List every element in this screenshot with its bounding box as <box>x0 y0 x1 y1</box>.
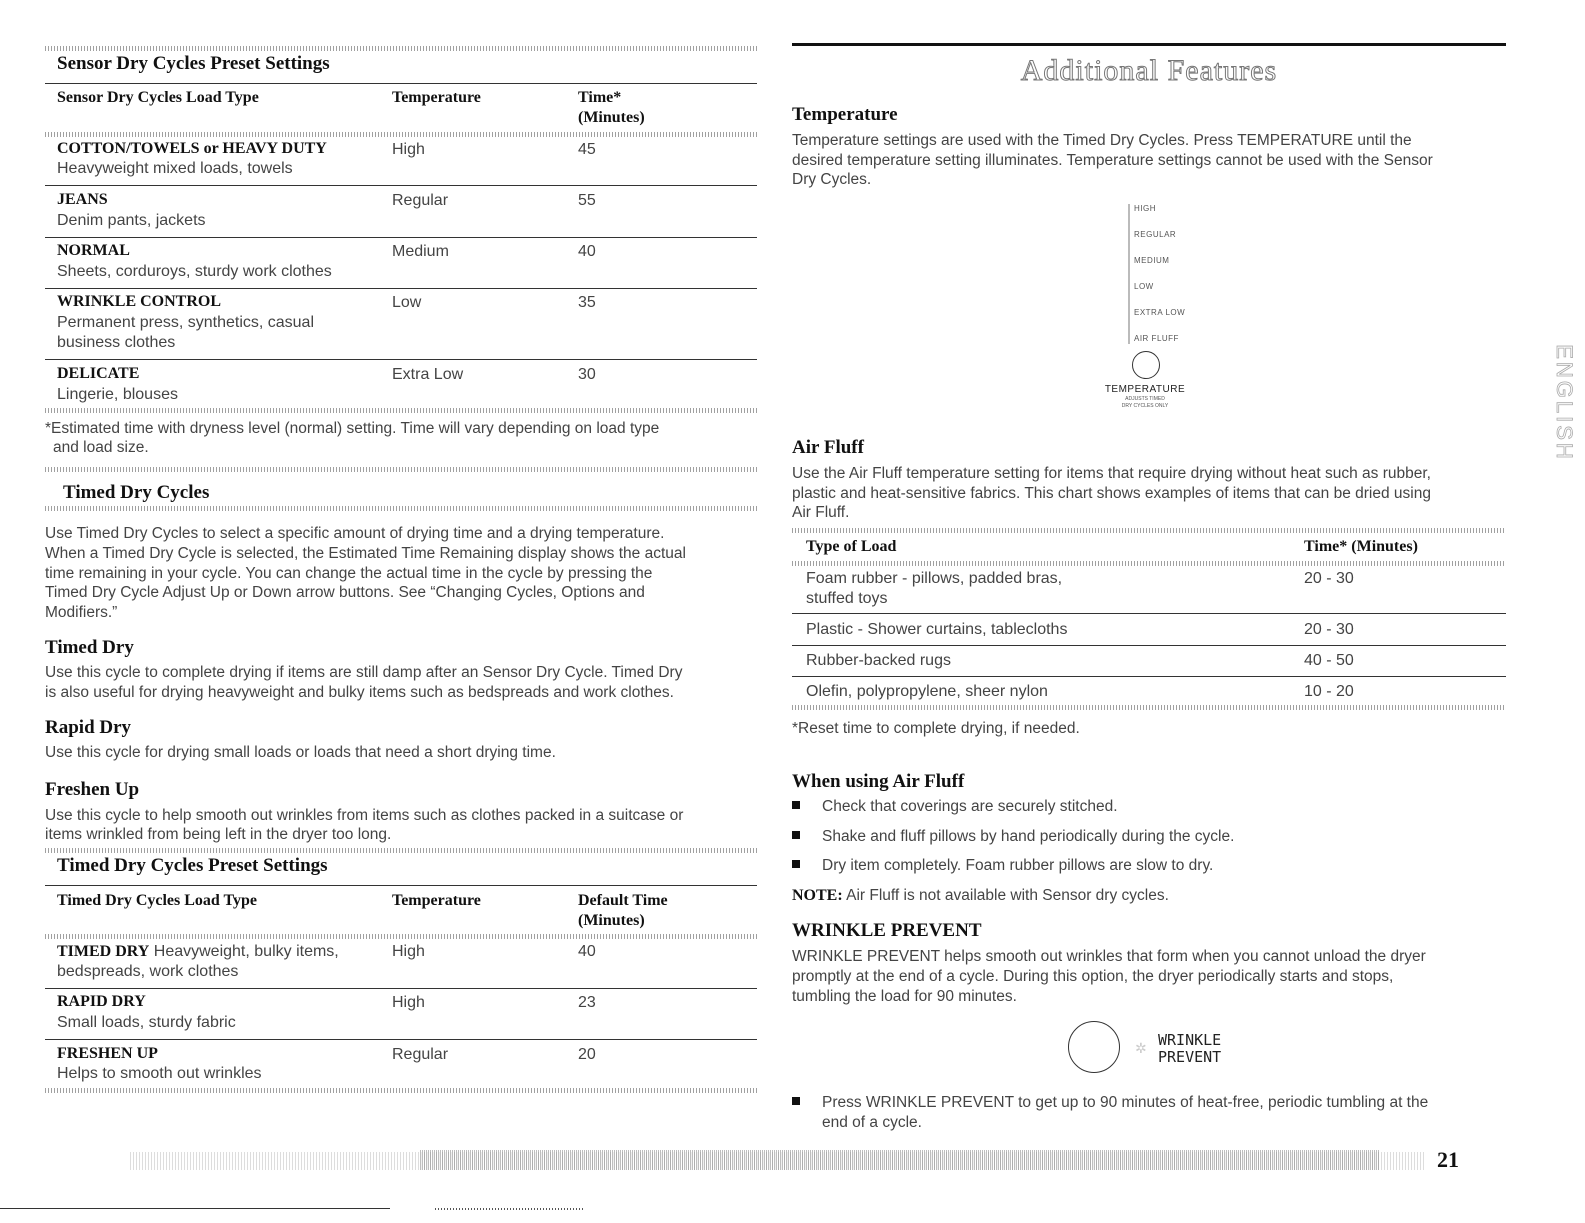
table-cell-name: NORMAL <box>57 242 130 259</box>
bullet-text: Dry item completely. Foam rubber pillows are slow to dry. <box>822 857 1214 874</box>
table-header: Temperature <box>392 89 481 106</box>
subheading-air-fluff: Air Fluff <box>792 437 864 458</box>
bullet-item <box>792 856 1213 876</box>
table-header: Timed Dry Cycles Load Type <box>57 892 258 909</box>
paragraph-line: promptly at the end of a cycle. During this option, the dryer periodically starts and stops, <box>792 968 1394 985</box>
temp-level-label: HIGH <box>1134 204 1156 213</box>
table-cell-item: Plastic - Shower curtains, tablecloths <box>806 621 1068 638</box>
table-cell-temp: Medium <box>392 243 449 260</box>
divider <box>792 645 1506 646</box>
divider <box>792 676 1506 677</box>
subheading-temperature: Temperature <box>792 104 898 125</box>
note-text: Air Fluff is not available with Sensor dry cycles. <box>842 887 1169 904</box>
table-cell-desc: Sheets, corduroys, sturdy work clothes <box>57 263 332 280</box>
paragraph-line: Air Fluff. <box>792 504 850 521</box>
divider <box>792 528 1506 533</box>
paragraph-line: Modifiers.” <box>45 604 118 621</box>
paragraph-line: WRINKLE PREVENT helps smooth out wrinkles that form when you cannot unload the dryer <box>792 948 1426 965</box>
table-cell-temp: High <box>392 994 425 1011</box>
table-cell-name: COTTON/TOWELS or HEAVY DUTY <box>57 140 327 157</box>
divider <box>45 132 757 137</box>
temp-level-label: MEDIUM <box>1134 256 1170 265</box>
table-cell-time: 40 <box>578 243 596 260</box>
table-header: (Minutes) <box>578 912 645 929</box>
footnote: *Estimated time with dryness level (normal) setting. Time will vary depending on load type <box>45 420 660 437</box>
paragraph-line: Use this cycle for drying small loads or loads that need a short drying time. <box>45 744 556 761</box>
table-cell-name: RAPID DRY <box>57 993 146 1010</box>
bullet-item <box>792 797 1118 817</box>
table-cell-time: 55 <box>578 192 596 209</box>
wrinkle-prevent-button-icon <box>1068 1021 1120 1073</box>
bullet-text: Check that coverings are securely stitched. <box>822 798 1118 815</box>
sensor-table-title: Sensor Dry Cycles Preset Settings <box>57 53 330 74</box>
temp-level-label: AIR FLUFF <box>1134 334 1179 343</box>
paragraph-line: Use Timed Dry Cycles to select a specific amount of drying time and a drying temperature. <box>45 525 665 542</box>
divider <box>45 288 757 289</box>
paragraph-line: Timed Dry Cycle Adjust Up or Down arrow buttons. See “Changing Cycles, Options and <box>45 584 645 601</box>
page-number: 21 <box>1437 1147 1459 1172</box>
divider <box>792 561 1506 566</box>
table-cell-time: 23 <box>578 994 596 1011</box>
table-cell-item: Olefin, polypropylene, sheer nylon <box>806 683 1048 700</box>
subheading-timed-dry: Timed Dry <box>45 637 134 658</box>
wrinkle-label: WRINKLE <box>1158 1031 1222 1049</box>
table-cell-name <box>57 942 339 962</box>
table-cell-desc: Lingerie, blouses <box>57 386 178 403</box>
table-cell-temp: Low <box>392 294 422 311</box>
note <box>792 886 1169 906</box>
table-cell-temp: High <box>392 943 425 960</box>
divider <box>45 83 757 84</box>
footnote: and load size. <box>53 439 149 456</box>
bullet-icon <box>792 831 800 839</box>
paragraph-line: plastic and heat-sensitive fabrics. This chart shows examples of items that can be dried using <box>792 485 1431 502</box>
paragraph-line: Dry Cycles. <box>792 171 872 188</box>
page-title: Additional Features <box>1020 54 1278 87</box>
divider <box>792 613 1506 614</box>
footer-band-dark <box>420 1150 1380 1170</box>
bullet-icon <box>792 1097 800 1105</box>
temperature-button-sub: ADJUSTS TIMED <box>1125 396 1165 402</box>
table-cell-desc: Helps to smooth out wrinkles <box>57 1065 262 1082</box>
table-header: Temperature <box>392 892 481 909</box>
subheading-rapid-dry: Rapid Dry <box>45 717 132 738</box>
temp-level-label: LOW <box>1134 282 1154 291</box>
divider <box>45 359 757 360</box>
paragraph-line: time remaining in your cycle. You can change the actual time in the cycle by pressing the <box>45 565 653 582</box>
subheading-freshen-up: Freshen Up <box>45 779 140 800</box>
divider <box>45 467 757 472</box>
bullet-icon <box>792 860 800 868</box>
table-cell-temp: High <box>392 141 425 158</box>
divider <box>45 237 757 238</box>
table-cell-name: JEANS <box>57 191 108 208</box>
section-heading: Timed Dry Cycles <box>63 482 210 503</box>
divider <box>45 46 757 51</box>
divider <box>45 988 757 989</box>
bottom-dots <box>435 1208 585 1210</box>
top-rule <box>792 43 1506 46</box>
table-cell-time: 20 <box>578 1046 596 1063</box>
table-header: Sensor Dry Cycles Load Type <box>57 89 259 106</box>
subheading-when-using: When using Air Fluff <box>792 771 965 792</box>
note-label: NOTE: <box>792 887 843 904</box>
temperature-button-sub: DRY CYCLES ONLY <box>1121 403 1169 409</box>
table-header: Time* <box>578 89 622 106</box>
table-cell-time: 40 <box>578 943 596 960</box>
language-side-tab <box>1547 340 1577 470</box>
bullet-icon <box>792 801 800 809</box>
wrinkle-label: PREVENT <box>1158 1048 1222 1066</box>
indicator-light-icon: ✲ <box>1135 1040 1147 1056</box>
table-cell-desc: Permanent press, synthetics, casual <box>57 314 315 331</box>
divider <box>45 408 757 413</box>
divider <box>45 1039 757 1040</box>
table-cell-item: Foam rubber - pillows, padded bras, <box>806 570 1063 587</box>
divider <box>45 185 757 186</box>
table-cell-time: 40 - 50 <box>1304 652 1354 669</box>
paragraph-line: tumbling the load for 90 minutes. <box>792 988 1017 1005</box>
table-cell-name: WRINKLE CONTROL <box>57 293 222 310</box>
divider <box>45 934 757 939</box>
table-cell-time: 20 - 30 <box>1304 621 1354 638</box>
table-cell-name: FRESHEN UP <box>57 1045 158 1062</box>
paragraph-line: is also useful for drying heavyweight and bulky items such as bedspreads and work clothes. <box>45 684 674 701</box>
indicator-bar <box>1128 204 1130 344</box>
paragraph-line: Use this cycle to help smooth out wrinkles from items such as clothes packed in a suitcase or <box>45 807 684 824</box>
table-cell-desc: Denim pants, jackets <box>57 212 206 229</box>
bullet-text-continued: end of a cycle. <box>822 1114 922 1131</box>
table-cell-item: stuffed toys <box>806 590 888 607</box>
table-header: Type of Load <box>806 538 897 555</box>
table-cell-time: 35 <box>578 294 596 311</box>
table-cell-item: Rubber-backed rugs <box>806 652 951 669</box>
table-header: Time* (Minutes) <box>1304 538 1418 555</box>
table-cell-desc: Small loads, sturdy fabric <box>57 1014 236 1031</box>
divider <box>45 1088 757 1093</box>
divider <box>45 848 757 853</box>
table-header: Default Time <box>578 892 668 909</box>
paragraph-line: Use the Air Fluff temperature setting for items that require drying without heat such as rubber, <box>792 465 1431 482</box>
table-header: (Minutes) <box>578 109 645 126</box>
table-cell-temp: Regular <box>392 1046 449 1063</box>
paragraph-line: items wrinkled from being left in the dryer too long. <box>45 826 392 843</box>
divider <box>45 506 757 511</box>
subheading-wrinkle-prevent: WRINKLE PREVENT <box>792 920 982 941</box>
table-cell-time: 10 - 20 <box>1304 683 1354 700</box>
table-cell-temp: Extra Low <box>392 366 464 383</box>
table-cell-desc: bedspreads, work clothes <box>57 963 239 980</box>
table-cell-desc: business clothes <box>57 334 176 351</box>
divider <box>792 705 1506 710</box>
table-cell-name-bold: TIMED DRY <box>57 943 150 960</box>
table-cell-time: 30 <box>578 366 596 383</box>
temperature-button-label: TEMPERATURE <box>1104 384 1186 395</box>
divider <box>45 885 757 886</box>
bullet-text: Shake and fluff pillows by hand periodically during the cycle. <box>822 828 1235 845</box>
table-cell-desc: Heavyweight, bulky items, <box>149 943 339 960</box>
footnote: *Reset time to complete drying, if needed. <box>792 720 1080 737</box>
table-cell-desc: Heavyweight mixed loads, towels <box>57 160 293 177</box>
table-cell-time: 45 <box>578 141 596 158</box>
bullet-item <box>792 827 1234 847</box>
temp-level-label: REGULAR <box>1134 230 1177 239</box>
table-cell-time: 20 - 30 <box>1304 570 1354 587</box>
temp-level-label: EXTRA LOW <box>1134 308 1186 317</box>
temperature-button-icon <box>1132 351 1160 379</box>
paragraph-line: Temperature settings are used with the Timed Dry Cycles. Press TEMPERATURE until the <box>792 132 1412 149</box>
bottom-rule <box>0 1208 390 1209</box>
bullet-item <box>792 1093 1428 1113</box>
table-cell-name: DELICATE <box>57 365 140 382</box>
bullet-text: Press WRINKLE PREVENT to get up to 90 minutes of heat-free, periodic tumbling at the <box>822 1094 1429 1111</box>
table-cell-temp: Regular <box>392 192 449 209</box>
paragraph-line: Use this cycle to complete drying if items are still damp after an Sensor Dry Cycle. Timed Dry <box>45 664 683 681</box>
paragraph-line: desired temperature setting illuminates. Temperature settings cannot be used with the Sensor <box>792 152 1433 169</box>
side-tab-label: ENGLISH <box>1552 344 1577 462</box>
paragraph-line: When a Timed Dry Cycle is selected, the Estimated Time Remaining display shows the actual <box>45 545 686 562</box>
timed-table-title: Timed Dry Cycles Preset Settings <box>57 855 328 876</box>
